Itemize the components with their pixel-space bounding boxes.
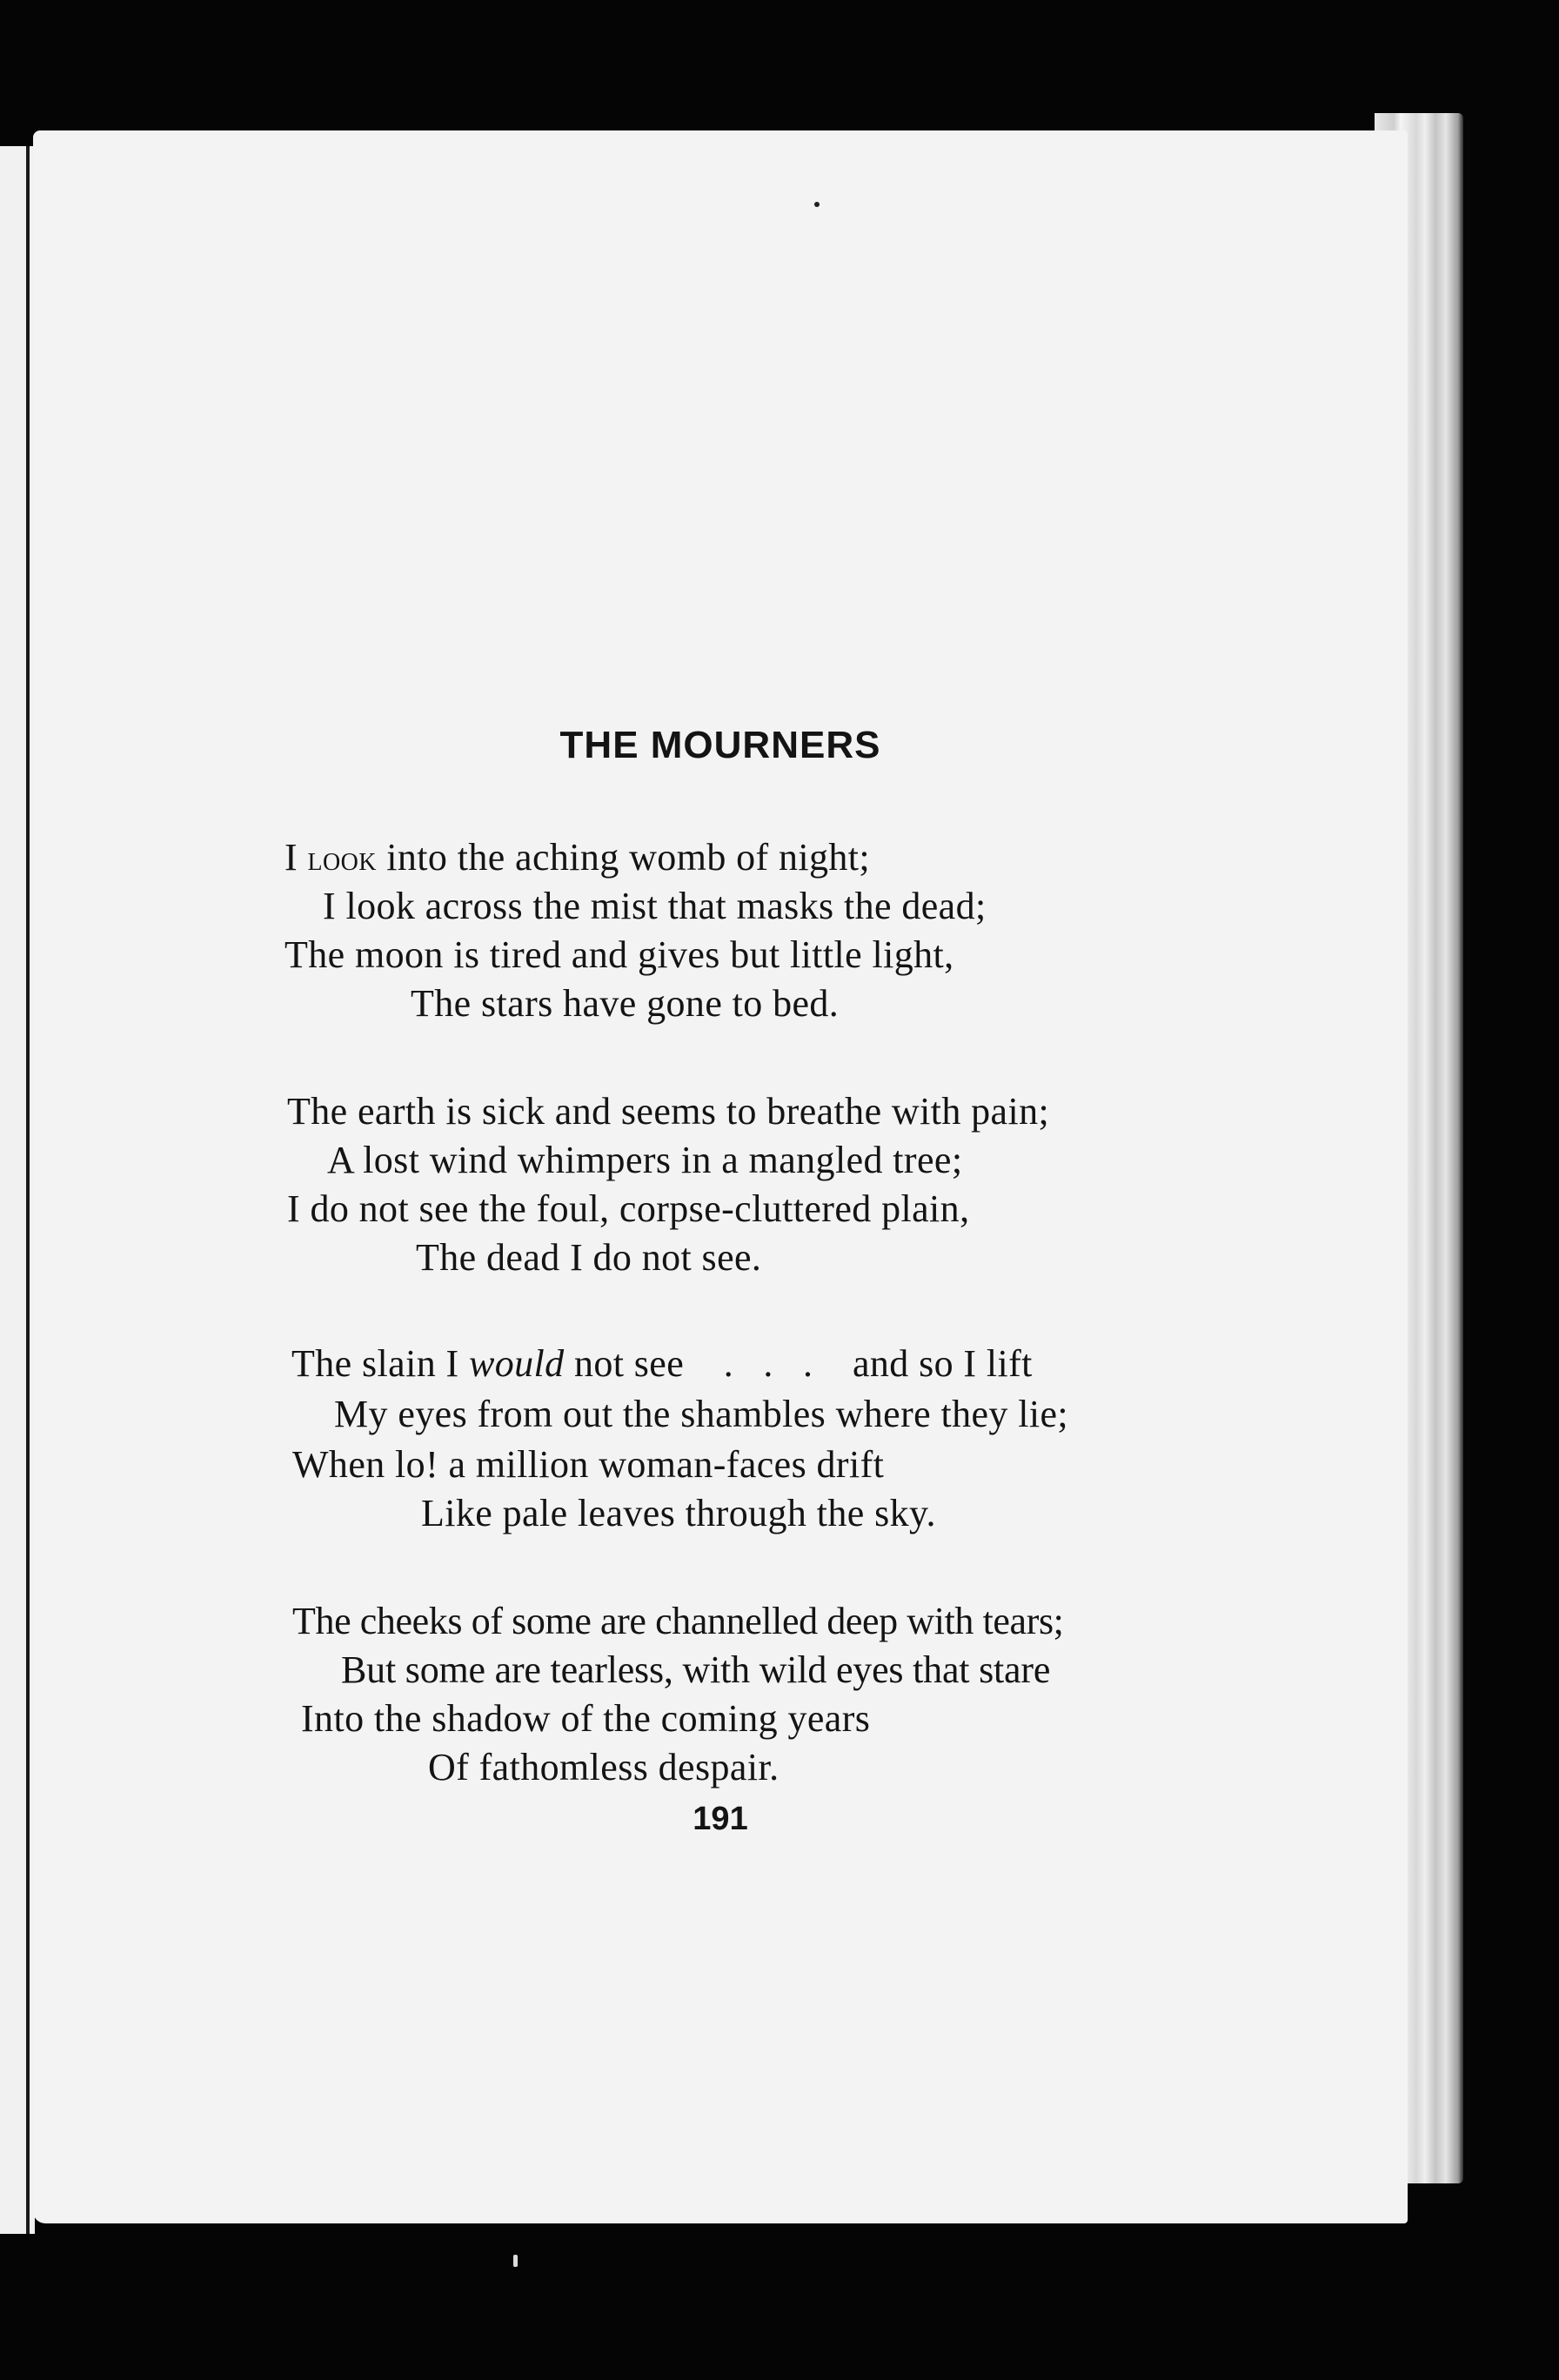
poem-line: But some are tearless, with wild eyes that stare [341,1648,1051,1691]
poem-line: When lo! a million woman-faces drift [292,1443,885,1486]
poem-line: The cheeks of some are channelled deep with tears; [292,1600,1064,1642]
poem-title: THE MOURNERS [559,724,881,766]
poem-line: A lost wind whimpers in a mangled tree; [327,1139,963,1181]
poem-line: The stars have gone to bed. [411,982,840,1025]
page-number: 191 [693,1801,748,1837]
line-text: into the aching womb of night; [376,836,871,879]
poem-line: The dead I do not see. [416,1236,762,1279]
line-text: The slain I [291,1342,469,1385]
poem-line: I do not see the foul, corpse-cluttered plain, [287,1187,970,1230]
dust-speck [513,2255,518,2267]
poem-line [291,1341,1033,1386]
dust-speck [814,202,820,207]
gutter-line [26,146,30,2234]
line-text: not see . . . and so I lift [564,1342,1033,1385]
poem-line: Of fathomless despair. [428,1746,780,1788]
drop-initial: I [284,836,298,879]
small-caps-word: look [307,839,377,878]
poem-line [284,835,870,879]
poem-line: Like pale leaves through the sky. [421,1492,936,1534]
facing-page-edge [0,146,35,2234]
poem-line: The moon is tired and gives but little light, [284,933,954,976]
italic-word: would [468,1342,565,1385]
poem-line: The earth is sick and seems to breathe with pain; [287,1090,1050,1133]
book-page [33,130,1408,2223]
poem-line: I look across the mist that masks the dead; [323,885,987,927]
poem-line: My eyes from out the shambles where they lie; [334,1393,1069,1435]
poem [33,130,1408,2223]
poem-line: Into the shadow of the coming years [301,1697,871,1740]
